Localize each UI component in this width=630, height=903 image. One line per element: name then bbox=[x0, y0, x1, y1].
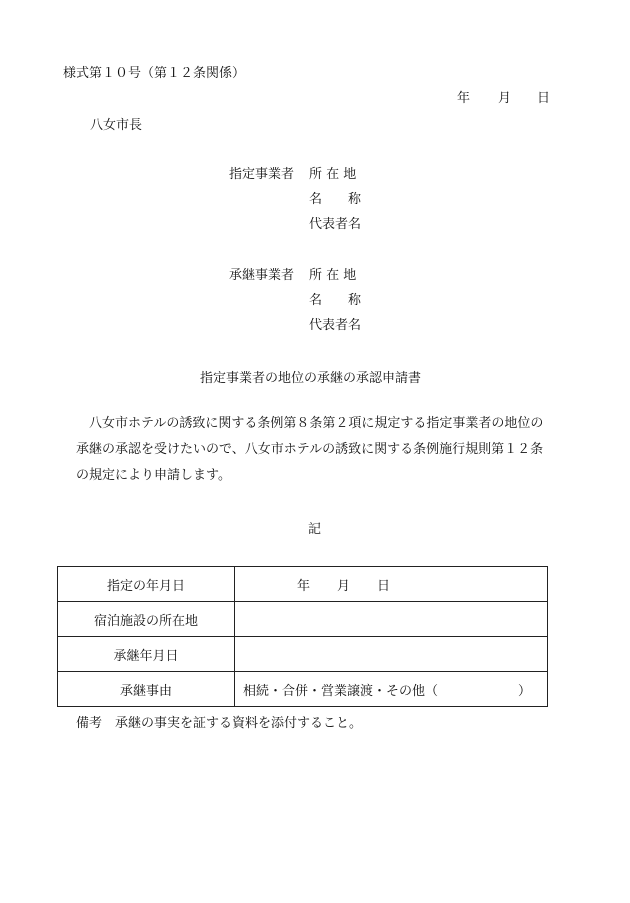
designated-operator-label: 指定事業者 bbox=[229, 167, 295, 182]
submission-date bbox=[457, 87, 550, 106]
table-row bbox=[58, 672, 548, 707]
form-number: 様式第１０号（第１２条関係） bbox=[63, 66, 246, 81]
succession-reason-field[interactable] bbox=[235, 672, 548, 707]
body-paragraph bbox=[76, 411, 576, 489]
facility-address-field[interactable] bbox=[235, 602, 548, 637]
succession-reason-close: ） bbox=[518, 683, 532, 699]
ki-heading: 記 bbox=[308, 522, 322, 537]
date-year-label: 年 bbox=[457, 91, 471, 106]
successor-operator-label: 承継事業者 bbox=[229, 268, 295, 283]
table-row bbox=[58, 602, 548, 637]
row-label-designation-date: 指定の年月日 bbox=[58, 567, 235, 602]
table-row bbox=[58, 637, 548, 672]
designation-date-year: 年 bbox=[297, 578, 311, 594]
designated-rep-label: 代表者名 bbox=[309, 217, 362, 232]
designated-name-label: 名 称 bbox=[309, 192, 362, 207]
document-title: 指定事業者の地位の承継の承認申請書 bbox=[200, 371, 422, 386]
succession-reason-options: 相続・合併・営業譲渡・その他（ bbox=[243, 683, 439, 699]
successor-address-label: 所 在 地 bbox=[309, 268, 357, 283]
date-month-label: 月 bbox=[498, 91, 512, 106]
application-table bbox=[57, 566, 548, 707]
body-line-2: 承継の承認を受けたいので、八女市ホテルの誘致に関する条例施行規則第１２条 bbox=[76, 442, 544, 457]
succession-date-field[interactable] bbox=[235, 637, 548, 672]
body-line-1: 八女市ホテルの誘致に関する条例第８条第２項に規定する指定事業者の地位の bbox=[89, 416, 544, 431]
designated-address-label: 所 在 地 bbox=[309, 167, 357, 182]
remarks-note: 備考 承継の事実を証する資料を添付すること。 bbox=[76, 716, 363, 731]
successor-rep-label: 代表者名 bbox=[309, 318, 362, 333]
date-day-label: 日 bbox=[537, 91, 551, 106]
designation-date-month: 月 bbox=[337, 578, 351, 594]
addressee: 八女市長 bbox=[90, 118, 143, 133]
table-row bbox=[58, 567, 548, 602]
row-label-facility-address: 宿泊施設の所在地 bbox=[58, 602, 235, 637]
designation-date-day: 日 bbox=[377, 578, 391, 594]
designation-date-field[interactable] bbox=[235, 567, 548, 602]
successor-name-label: 名 称 bbox=[309, 293, 362, 308]
row-label-succession-reason: 承継事由 bbox=[58, 672, 235, 707]
row-label-succession-date: 承継年月日 bbox=[58, 637, 235, 672]
body-line-3: の規定により申請します。 bbox=[76, 468, 231, 483]
